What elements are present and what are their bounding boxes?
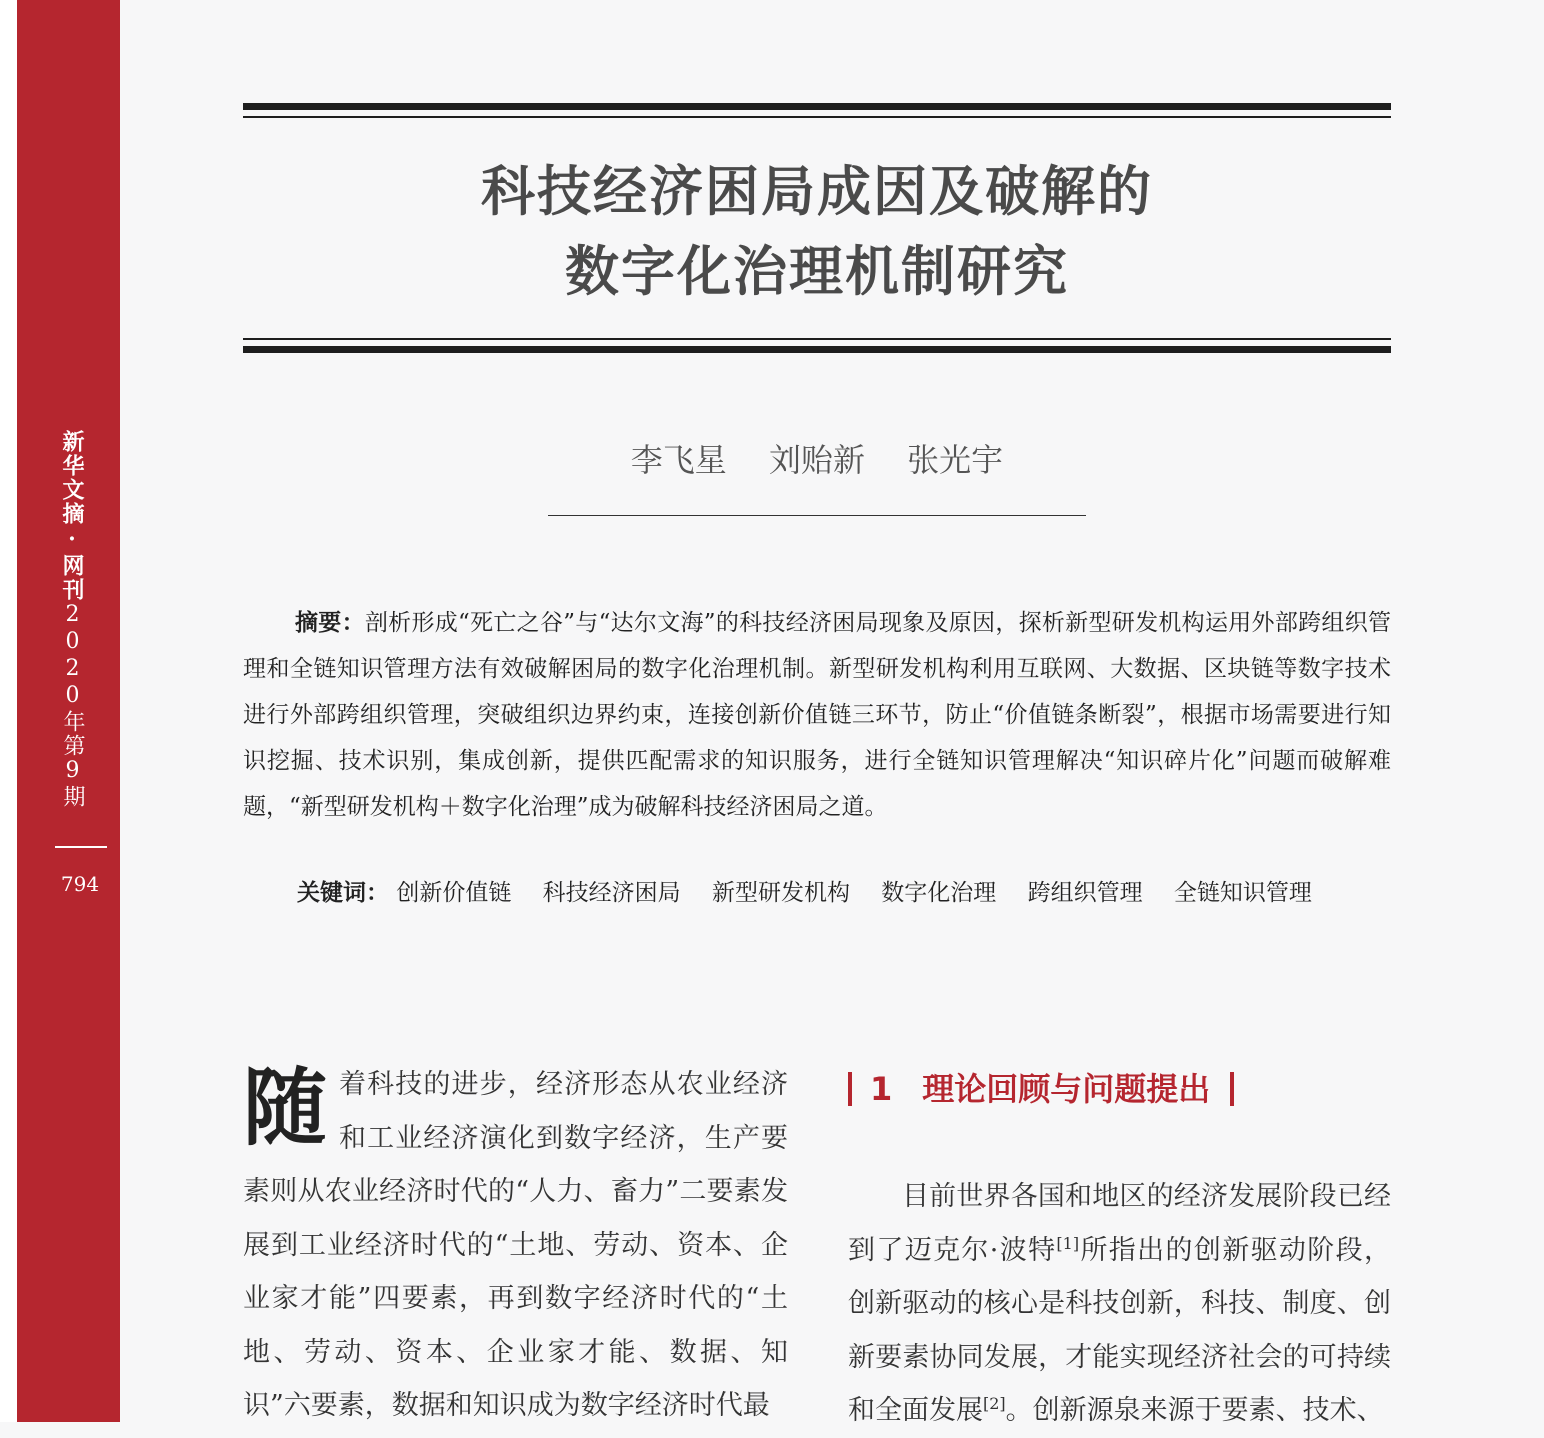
citation-1: [1] [1056,1233,1080,1253]
keyword-item: 全链知识管理 [1173,880,1312,906]
body-right-part1: 目前世界各国和地区的经济发展阶段已经到了迈克尔·波特 [848,1181,1391,1266]
section-title: 理论回顾与问题提出 [922,1070,1211,1108]
title-top-rule-thick [243,103,1391,110]
keyword-item: 创新价值链 [396,880,512,906]
body-column-left [243,1058,788,1433]
section-bar-left [848,1072,852,1106]
author-3: 张光宇 [907,441,1004,479]
body-left-text: 着科技的进步，经济形态从农业经济和工业经济演化到数字经济，生产要素则从农业经济时代的“人力、畜力”二要素发展到工业经济时代的“土地、劳动、资本、企业家才能”四要素，再到数字经济时代的“土地、劳动、资本、企业家才能、数据、知识”六要素，数据和知识成为数字经济时代最 [243,1069,788,1421]
keyword-item: 新型研发机构 [711,880,850,906]
body-column-right [848,1170,1391,1438]
keyword-item: 科技经济困局 [542,880,681,906]
abstract-label: 摘要： [295,610,365,636]
author-list [243,435,1391,481]
author-2: 刘贻新 [768,441,865,479]
title-line-2: 数字化治理机制研究 [565,240,1069,303]
title-bottom-rule-thick [243,346,1391,353]
section-bar-right [1230,1072,1234,1106]
title-bottom-rule-thin [243,338,1391,340]
author-divider [548,515,1086,516]
page-number: 794 [60,872,100,896]
abstract-text: 剖析形成“死亡之谷”与“达尔文海”的科技经济困局现象及原因，探析新型研发机构运用外部跨组织管理和全链知识管理方法有效破解困局的数字化治理机制。新型研发机构利用互联网、大数据、区块链等数字技术进行外部跨组织管理，突破组织边界约束，连接创新价值链三环节，防止“价值链条断裂”，根据市场需要进行知识挖掘、技术识别，集成创新，提供匹配需求的知识服务，进行全链知识管理解决“知识碎片化”问题而破解难题，“新型研发机构＋数字化治理”成为破解科技经济困局之道。 [243,610,1391,820]
journal-issue: 2020年第9期 [60,602,85,809]
drop-cap: 随 [243,1058,328,1157]
citation-2: [2] [983,1394,1006,1413]
article-title [243,152,1391,312]
page-left-margin [0,0,17,1422]
section-heading [848,1066,1391,1112]
page-number-rule [55,846,107,848]
title-line-1: 科技经济困局成因及破解的 [481,160,1153,223]
section-number: 1 [870,1070,893,1108]
journal-name: 新华文摘·网刊 [59,430,85,602]
abstract [243,600,1391,830]
body-right-part2: 所指出的创新驱动阶段，创新驱动的核心是科技创新，科技、制度、创新要素协同发展，才能实现经济社会的可持续和全面发展 [848,1234,1391,1426]
keyword-item: 跨组织管理 [1027,880,1143,906]
title-top-rule-thin [243,116,1391,118]
body-right-part3: 。创新源泉来源于要素、技术、 [1005,1395,1384,1426]
journal-vertical-title [58,430,86,809]
author-1: 李飞星 [630,441,727,479]
keyword-item: 数字化治理 [881,880,997,906]
keywords-label: 关键词： [297,880,389,906]
keywords [297,870,1391,916]
